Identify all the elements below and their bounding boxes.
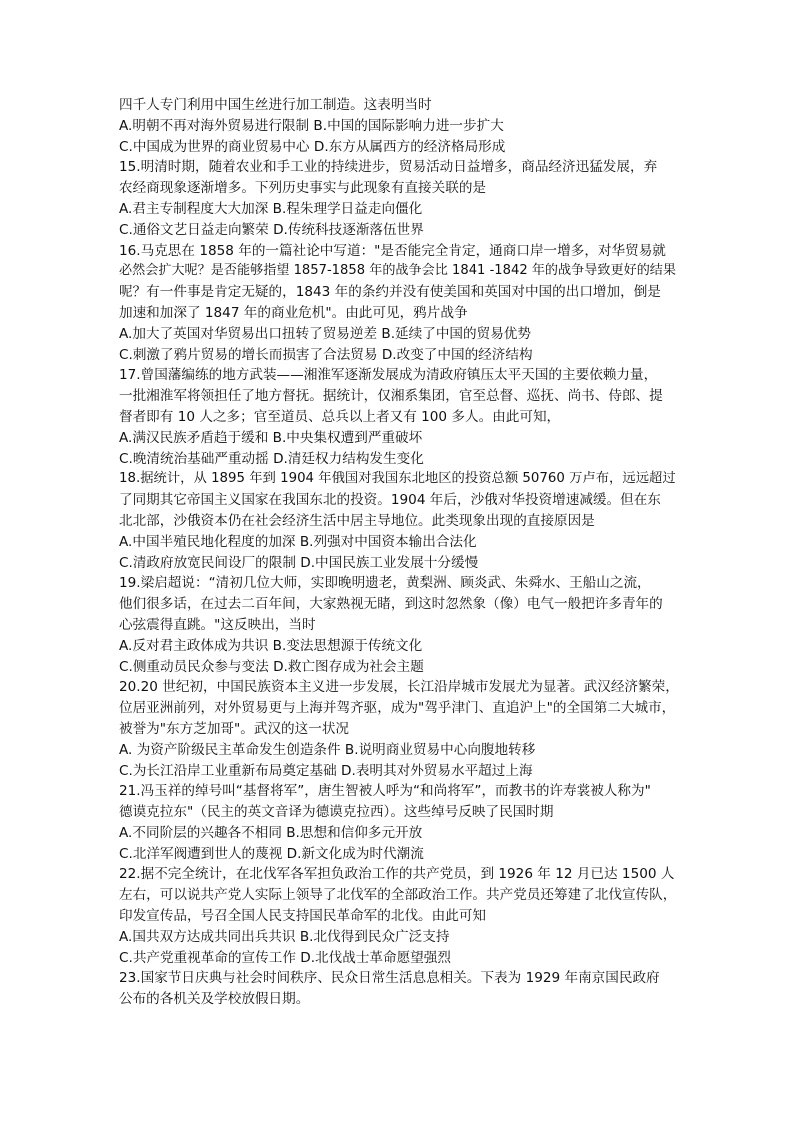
answer-options: A.国共双方达成共同出兵共识 B.北伐得到民众广泛支持 <box>119 928 450 945</box>
text-line: 必然会扩大呢？是否能够指望 1857-1858 年的战争会比 1841 -1842 年的战争导致更好的结果 <box>119 263 677 279</box>
text-line: 农经商现象逐渐增多。下列历史事实与此现象有直接关联的是 <box>119 180 487 197</box>
answer-options: C.共产党重视革命的宣传工作 D.北伐战士革命愿望强烈 <box>119 949 451 966</box>
text-line: 公布的各机关及学校放假日期。 <box>119 991 310 1008</box>
text-line: 被誉为"东方芝加哥"。武汉的这一状况 <box>119 720 350 737</box>
text-line: 督者即有 10 人之多；官至道员、总兵以上者又有 100 多人。由此可知， <box>119 408 561 425</box>
question-15: 15.明清时期，随着农业和手工业的持续进步，贸易活动日益增多，商品经济迅猛发展，弃 <box>119 159 658 176</box>
answer-options: C.侧重动员民众参与变法 D.救亡图存成为社会主题 <box>119 658 424 675</box>
answer-options: C.刺激了鸦片贸易的增长而损害了合法贸易 D.改变了中国的经济结构 <box>119 346 533 363</box>
text-line: 他们很多话，在过去二百年间，大家熟视无睹，到这时忽然象（像）电气一般把许多青年的 <box>119 596 663 613</box>
question-21: 21.冯玉祥的绰号叫“基督将军”，唐生智被人呼为“和尚将军”，而教书的许寿裳被人称为" <box>119 783 651 800</box>
answer-options: A.明朝不再对海外贸易进行限制 B.中国的国际影响力进一步扩大 <box>119 117 504 134</box>
answer-options: C.晚清统治基础严重动摇 D.清廷权力结构发生变化 <box>119 450 424 467</box>
answer-options: A. 为资产阶级民主革命发生创造条件 B.说明商业贸易中心向腹地转移 <box>119 741 536 758</box>
document-page <box>119 95 679 1010</box>
question-16: 16.马克思在 1858 年的一篇社论中写道："是否能完全肯定，通商口岸一增多，对华贸易就 <box>119 242 666 259</box>
answer-options: A.不同阶层的兴趣各不相同 B.思想和信仰多元开放 <box>119 824 423 841</box>
text-line: 加速和加深了 1847 年的商业危机"。由此可见，鸦片战争 <box>119 304 468 321</box>
text-line: 印发宣传品，号召全国人民支持国民革命军的北伐。由此可知 <box>119 908 487 925</box>
text-line: 心弦震得直跳。"这反映出，当时 <box>119 616 316 633</box>
answer-options: C.北洋军阀遭到世人的蔑视 D.新文化成为时代潮流 <box>119 845 424 862</box>
answer-options: C.为长江沿岸工业重新布局奠定基础 D.表明其对外贸易水平超过上海 <box>119 762 533 779</box>
answer-options: A.满汉民族矛盾趋于缓和 B.中央集权遭到严重破坏 <box>119 429 423 446</box>
text-line: 了同期其它帝国主义国家在我国东北的投资。1904 年后，沙俄对华投资增速减缓。但在东 <box>119 492 661 509</box>
answer-options: C.清政府放宽民间设厂的限制 D.中国民族工业发展十分缓慢 <box>119 554 479 571</box>
answer-options: C.中国成为世界的商业贸易中心 D.东方从属西方的经济格局形成 <box>119 138 506 155</box>
question-17: 17.曾国藩编练的地方武装——湘淮军逐渐发展成为清政府镇压太平天国的主要依赖力量， <box>119 367 658 384</box>
text-line: 左右，可以说共产党人实际上领导了北伐军的全部政治工作。共产党员还筹建了北伐宣传队， <box>119 887 677 904</box>
answer-options: A.反对君主政体成为共识 B.变法思想源于传统文化 <box>119 637 423 654</box>
text-line: 一批湘淮军将领担任了地方督抚。据统计，仅湘系集团，官至总督、巡抚、尚书、侍郎、提 <box>119 388 663 405</box>
question-22: 22.据不完全统计，在北伐军各军担负政治工作的共产党员，到 1926 年 12 月已达 1500 人 <box>119 866 675 883</box>
answer-options: A.中国半殖民地化程度的加深 B.列强对中国资本输出合法化 <box>119 533 477 550</box>
text-line: 四千人专门利用中国生丝进行加工制造。这表明当时 <box>119 97 432 113</box>
question-18: 18.据统计，从 1895 年到 1904 年俄国对我国东北地区的投资总额 50760 万卢布，远远超过 <box>119 471 676 487</box>
question-19: 19.梁启超说：“清初几位大师，实即晚明遗老，黄梨洲、顾炎武、朱舜水、王船山之流， <box>119 575 651 592</box>
answer-options: A.加大了英国对华贸易出口扭转了贸易逆差 B.延续了中国的贸易优势 <box>119 325 531 342</box>
text-line: 位居亚洲前列，对外贸易更与上海并驾齐驱，成为"驾乎津门、直追沪上"的全国第二大城市， <box>119 700 676 717</box>
question-23: 23.国家节日庆典与社会时间秩序、民众日常生活息息相关。下表为 1929 年南京国民政府 <box>119 970 660 987</box>
text-line: 德谟克拉东"（民主的英文音译为德谟克拉西）。这些绰号反映了民国时期 <box>119 804 554 821</box>
answer-options: C.通俗文艺日益走向繁荣 D.传统科技逐渐落伍世界 <box>119 221 424 238</box>
answer-options: A.君主专制程度大大加深 B.程朱理学日益走向僵化 <box>119 200 423 217</box>
text-line: 呢？有一件事是肯定无疑的，1843 年的条约并没有使美国和英国对中国的出口增加，倒是 <box>119 284 661 301</box>
question-20: 20.20 世纪初，中国民族资本主义进一步发展，长江沿岸城市发展尤为显著。武汉经济繁荣， <box>119 679 679 696</box>
text-line: 北北部，沙俄资本仍在社会经济生活中居主导地位。此类现象出现的直接原因是 <box>119 512 595 529</box>
